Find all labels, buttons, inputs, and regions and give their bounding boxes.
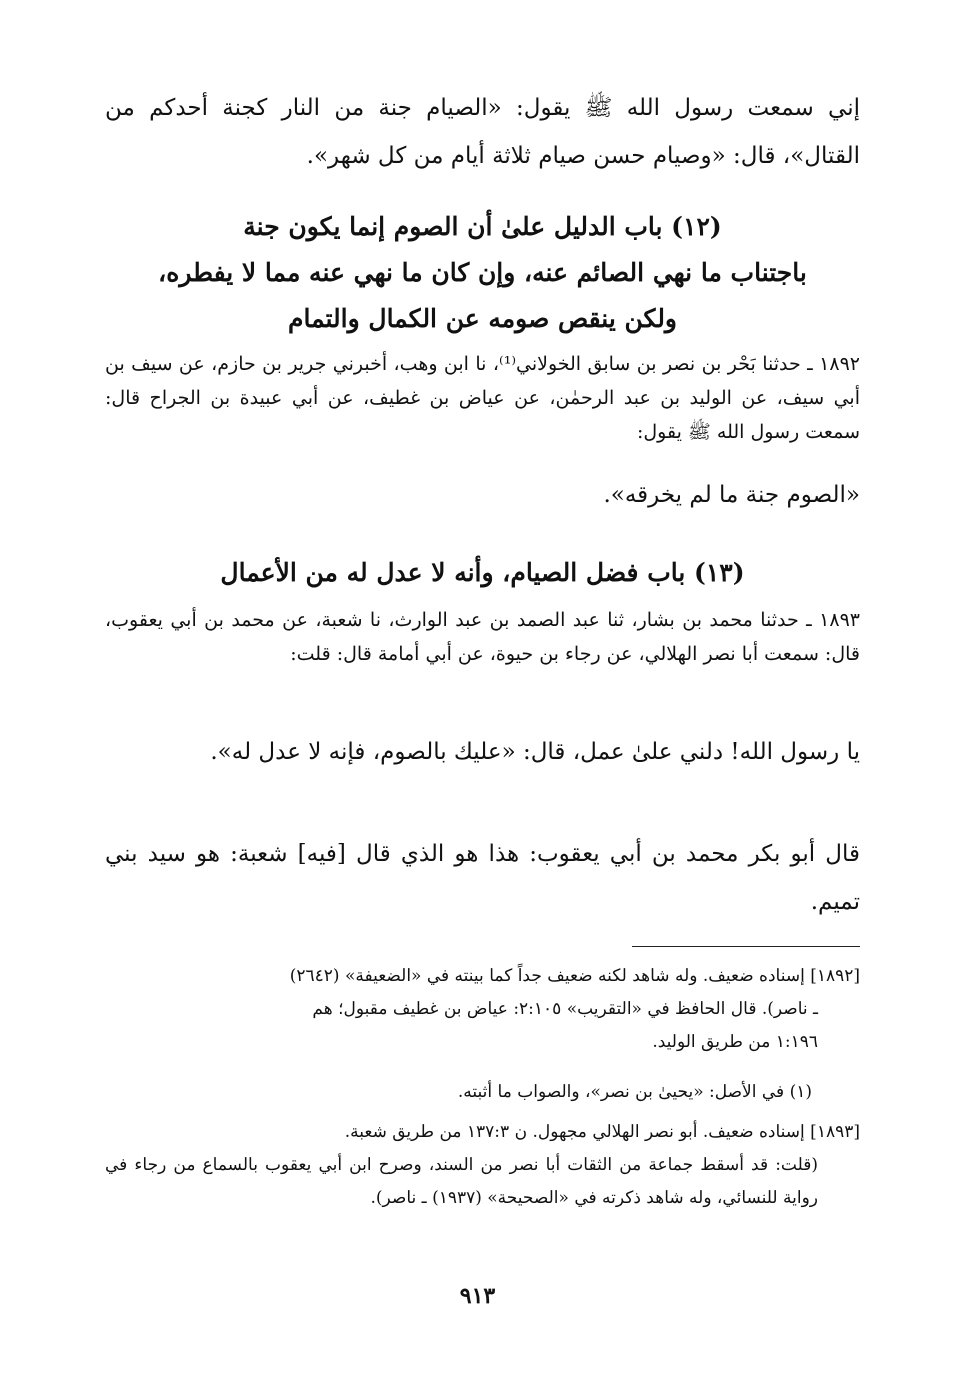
footnote-1892-line-2: ـ ناصر). قال الحافظ في «التقريب» ٢:١٠٥: عياض بن غطيف مقبول؛ هم: [312, 999, 818, 1019]
intro-paragraph: إني سمعت رسول الله ﷺ يقول: «الصيام جنة من النار كجنة أحدكم من القتال»، قال: «وصيام حسن صيام ثلاثة أيام من كل شهر».: [105, 95, 860, 169]
hadith-1892-chain: ١٨٩٢ ـ حدثنا بَحْر بن نصر بن سابق الخولاني⁽¹⁾، نا ابن وهب، أخبرني جرير بن حازم، عن سيف بن أبي سيف، عن الوليد بن عبد الرحمٰن، عن عياض بن غطيف، عن أبي عبيدة بن الجراح قال: سمعت رسول الله ﷺ يقول:: [105, 353, 860, 443]
footnote-separator: [632, 946, 860, 947]
footnote-1893-continuation: (قلت: قد أسقط جماعة من الثقات أبا نصر من السند، وصرح ابن أبي يعقوب بالسماع من رجاء في رواية للنسائي، وله شاهد ذكرته في «الصحيحة» (١٩٣٧) ـ ناصر).: [105, 1155, 818, 1208]
page-number: ٩١٣: [459, 1283, 496, 1309]
chapter-13-heading: (١٣) باب فضل الصيام، وأنه لا عدل له من الأعمال: [220, 558, 745, 587]
chapter-12-heading-line-2: باجتناب ما نهي الصائم عنه، وإن كان ما نهي عنه مما لا يفطره،: [158, 258, 807, 287]
chapter-12-heading: [105, 204, 860, 342]
footnote-1892-line-1: [١٨٩٢] إسناده ضعيف. وله شاهد لكنه ضعيف جداً كما بينته في «الضعيفة» (٢٦٤٢): [289, 966, 860, 986]
hadith-1893-chain: ١٨٩٣ ـ حدثنا محمد بن بشار، ثنا عبد الصمد بن عبد الوارث، نا شعبة، عن محمد بن أبي يعقوب، قال: سمعت أبا نصر الهلالي، عن رجاء بن حيوة، عن أبي أمامة قال: قلت:: [105, 609, 860, 665]
hadith-1893-remark: قال أبو بكر محمد بن أبي يعقوب: هذا هو الذي قال [فيه] شعبة: هو سيد بني تميم.: [105, 841, 860, 915]
footnote-note-1: (١) في الأصل: «يحيىٰ بن نصر»، والصواب ما أثبته.: [457, 1082, 812, 1102]
footnote-1892-line-3: ١:١٩٦ من طريق الوليد.: [652, 1032, 818, 1052]
footnote-1893-line-1: [١٨٩٣] إسناده ضعيف. أبو نصر الهلالي مجهول. ن ١٣٧:٣ من طريق شعبة.: [344, 1122, 860, 1142]
hadith-1892-quote: «الصوم جنة ما لم يخرقه».: [603, 482, 860, 508]
chapter-12-heading-line-3: ولكن ينقص صومه عن الكمال والتمام: [287, 304, 678, 333]
hadith-1893-quote: يا رسول الله! دلني علىٰ عمل، قال: «عليك بالصوم، فإنه لا عدل له».: [210, 739, 860, 765]
footnote-1892: [105, 960, 860, 1059]
footnote-1893: [105, 1116, 860, 1215]
chapter-12-heading-line-1: (١٢) باب الدليل علىٰ أن الصوم إنما يكون جنة: [243, 212, 722, 241]
